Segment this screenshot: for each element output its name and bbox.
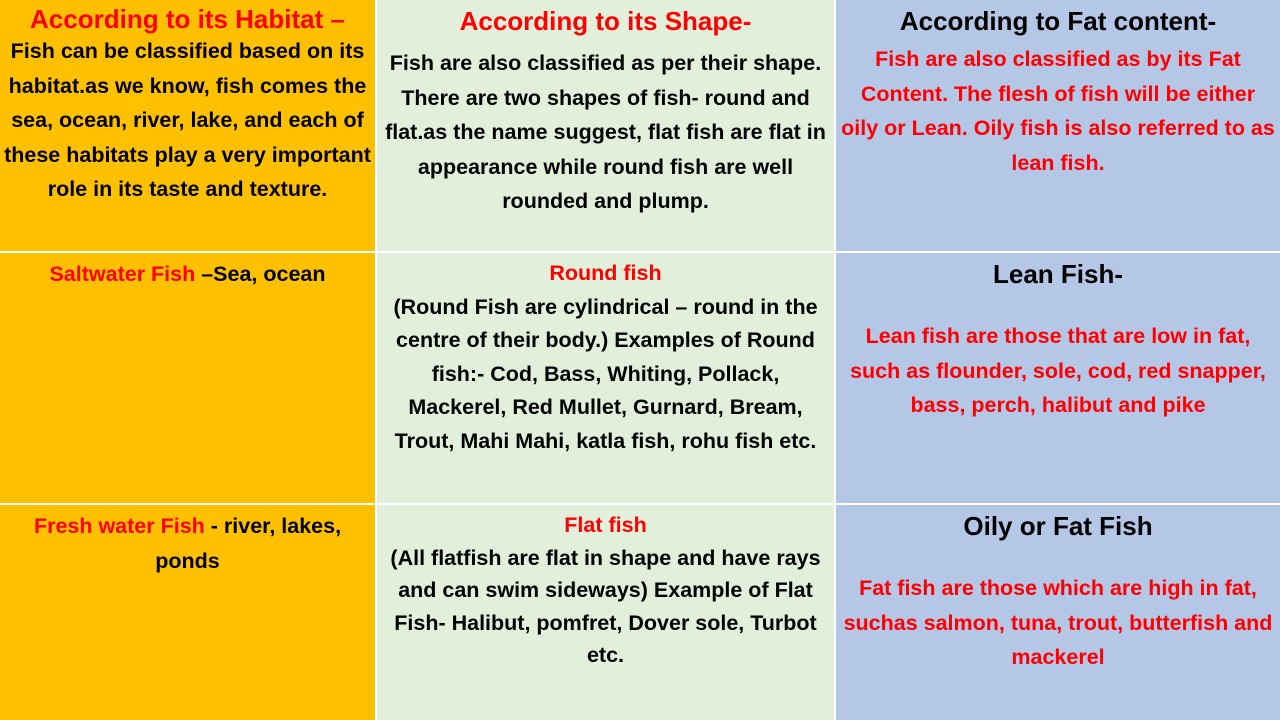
flat-fish-cell (377, 505, 836, 720)
habitat-intro-cell (0, 0, 377, 253)
round-fish-title: Round fish (549, 261, 662, 285)
shape-intro-cell (377, 0, 836, 253)
fat-intro-cell (836, 0, 1280, 253)
lean-fish-title: Lean Fish- (992, 259, 1123, 289)
lean-fish-text: Lean fish are those that are low in fat, such as flounder, sole, cod, red snapper, bass, perch, halibut and pike (850, 324, 1266, 417)
round-fish-cell (377, 253, 836, 505)
flat-fish-text: (All flatfish are flat in shape and have rays and can swim sideways) Example of Flat Fish- Halibut, pomfret, Dover sole, Turbot etc. (390, 545, 821, 667)
fat-description: Fish are also classified as by its Fat Content. The flesh of fish will be either oily or Lean. Oily fish is also referred to as lean fish. (841, 47, 1275, 175)
oily-fish-text: Fat fish are those which are high in fat, suchas salmon, tuna, trout, butterfish and mackerel (843, 576, 1273, 669)
freshwater-text: - river, lakes, ponds (155, 514, 342, 573)
saltwater-label: Saltwater Fish (49, 262, 196, 286)
oily-fish-cell (836, 505, 1280, 720)
shape-heading: According to its Shape- (459, 6, 752, 36)
round-fish-text: (Round Fish are cylindrical – round in the centre of their body.) Examples of Round fish:- Cod, Bass, Whiting, Pollack, Mackerel, Red Mullet, Gurnard, Bream, Trout, Mahi Mahi, katla fish, rohu fish etc. (393, 294, 818, 453)
fat-heading: According to Fat content- (899, 6, 1217, 36)
saltwater-text: –Sea, ocean (195, 262, 326, 286)
shape-description: Fish are also classified as per their shape. There are two shapes of fish- round and flat.as the name suggest, flat fish are flat in appearance while round fish are well rounded and plump. (385, 51, 826, 213)
lean-fish-cell (836, 253, 1280, 505)
freshwater-cell (0, 505, 377, 720)
oily-fish-title: Oily or Fat Fish (963, 511, 1153, 541)
saltwater-cell (0, 253, 377, 505)
habitat-description: Fish can be classified based on its habitat.as we know, fish comes the sea, ocean, river, lake, and each of these habitats play a very important role in its taste and texture. (4, 39, 371, 201)
habitat-heading: According to its Habitat – (30, 4, 345, 34)
flat-fish-title: Flat fish (564, 513, 647, 537)
freshwater-label: Fresh water Fish (33, 514, 205, 538)
